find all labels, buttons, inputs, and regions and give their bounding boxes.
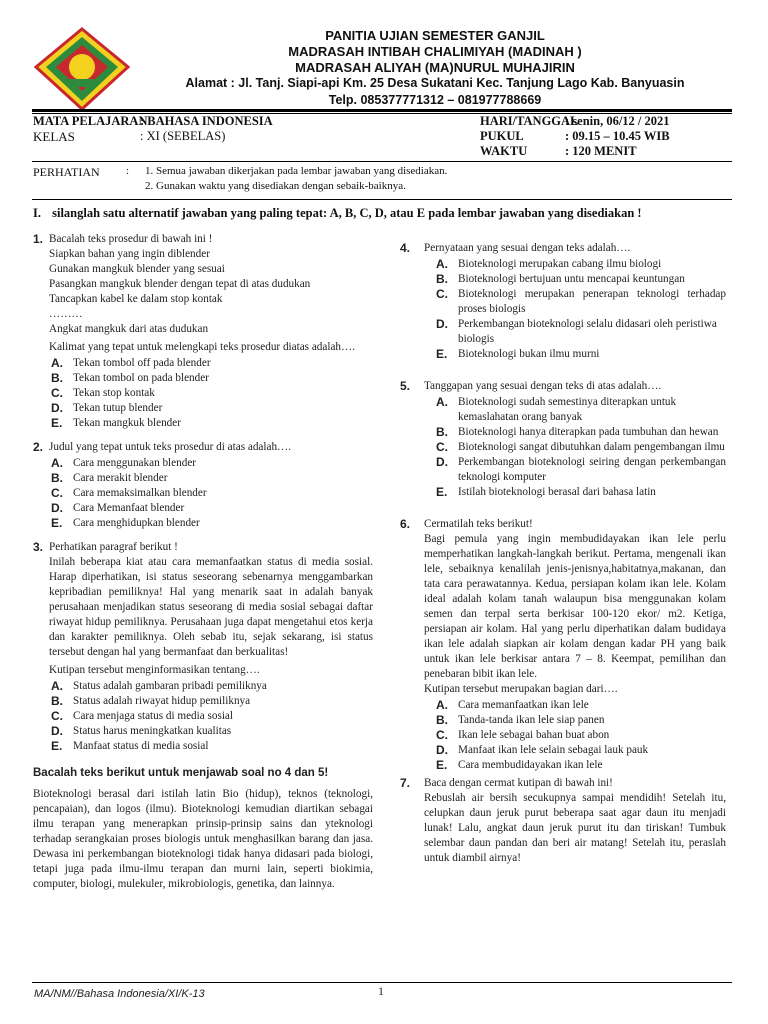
q3-paragraph: Inilah beberapa kiat atau cara memanfaatkan status di media sosial. Harap diperhatikan, isi status seseorang sebenarnya menggambarkan kepribadian pemiliknya! Hal yang menarik saat in adalah banyak perusahaan menjadikan status seseorang di media sosial sebagai daftar riwayat hidup pemiliknya. Perusahaan juga dapat mengetahui etos kerja dan karakter pemiliknya. Oleh sebab itu, sejak sekarang, isi status tersebut dengan hal yang bermanfaat dan berkualitas! [49, 556, 373, 658]
option-letter: A. [436, 395, 448, 409]
option-letter: E. [436, 758, 448, 772]
option-e[interactable] [51, 416, 373, 431]
option-text: Tekan stop kontak [73, 387, 155, 399]
option-letter: B. [436, 713, 448, 727]
option-letter: C. [436, 440, 448, 454]
q2-question: Judul yang tepat untuk teks prosedur di atas adalah…. [49, 441, 292, 453]
option-letter: C. [51, 709, 63, 723]
option-text: Bioteknologi bertujuan untu mencapai keuntungan [458, 273, 685, 285]
option-letter: D. [51, 724, 63, 738]
q1-line: Bacalah teks prosedur di bawah ini ! [49, 233, 213, 245]
option-e[interactable] [51, 516, 373, 531]
notice-divider [32, 199, 732, 200]
option-letter: D. [436, 743, 448, 757]
option-b[interactable] [51, 694, 373, 709]
option-letter: D. [436, 455, 448, 469]
option-letter: A. [51, 356, 63, 370]
option-text: Cara menghidupkan blender [73, 517, 200, 529]
q1-line: Siapkan bahan yang ingin diblender [49, 248, 210, 260]
question-3 [33, 540, 373, 754]
option-c[interactable] [51, 709, 373, 724]
option-text: Bioteknologi sangat dibutuhkan dalam pengembangan ilmu [458, 441, 725, 453]
option-e[interactable] [436, 485, 726, 500]
option-letter: B. [51, 371, 63, 385]
option-d[interactable] [436, 455, 726, 485]
question-number: 4. [400, 241, 411, 255]
option-text: Tekan tutup blender [73, 402, 163, 414]
option-letter: A. [436, 257, 448, 271]
option-text: Tekan tombol off pada blender [73, 357, 211, 369]
subject-label: MATA PELAJARAN [33, 114, 148, 128]
option-text: Bioteknologi merupakan penerapan teknologi terhadap proses biologis [458, 288, 726, 315]
option-letter: D. [51, 401, 63, 415]
q6-intro: Cermatilah teks berikut! [424, 518, 533, 530]
option-letter: E. [436, 485, 448, 499]
reading-paragraph: Bioteknologi berasal dari istilah latin Bio (hidup), teknos (teknologi, pencapaian), dan logos (ilmu). Bioteknologi kemudian diartikan sebagai ilmu terapan yang menerapkan prinsip-prinsip sains dan yteknologi terhadap serangkaian proses biologis untuk menghasilkan barang dan jasa. Dewasa ini perkembangan bioteknologi tidak hanya didasari pada biologi, tetapi juga pada ilmu-ilmu terapan dan murni lain, seperti biokimia, computer, biologi, mulekuler, mikrobiologis, genetika, dan lainnya. [33, 788, 373, 890]
option-text: Istilah bioteknologi berasal dari bahasa latin [458, 486, 656, 498]
option-a[interactable] [51, 679, 373, 694]
question-7 [400, 776, 726, 866]
header-line-2: MADRASAH INTIBAH CHALIMIYAH (MADINAH ) [288, 44, 582, 59]
option-a[interactable] [436, 395, 726, 425]
option-c[interactable] [436, 287, 726, 317]
option-a[interactable] [436, 257, 726, 272]
option-b[interactable] [51, 471, 373, 486]
question-number: 1. [33, 232, 44, 246]
left-column [33, 232, 373, 892]
subject-value: : BAHASA INDONESIA [140, 114, 273, 128]
option-text: Tekan tombol on pada blender [73, 372, 209, 384]
q3-question: Kutipan tersebut menginformasikan tentang…. [49, 664, 260, 676]
question-number: 6. [400, 517, 411, 531]
option-letter: C. [436, 728, 448, 742]
q1-line: Pasangkan mangkuk blender dengan tepat di atas dudukan [49, 278, 311, 290]
option-e[interactable] [436, 758, 726, 773]
option-c[interactable] [436, 728, 726, 743]
date-value: : senin, 06/12 / 2021 [565, 114, 670, 128]
option-letter: E. [51, 516, 63, 530]
notice-colon: : [126, 165, 130, 177]
section-text: silanglah satu alternatif jawaban yang paling tepat: A, B, C, D, atau E pada lembar jawaban yang disediakan ! [52, 206, 642, 220]
class-value: : XI (SEBELAS) [140, 129, 226, 143]
right-column [400, 241, 726, 866]
option-letter: A. [51, 456, 63, 470]
duration-value: : 120 MENIT [565, 144, 637, 158]
option-text: Cara memaksimalkan blender [73, 487, 207, 499]
option-text: Status adalah gambaran pribadi pemiliknya [73, 680, 267, 692]
option-text: Tanda-tanda ikan lele siap panen [458, 714, 605, 726]
option-c[interactable] [51, 386, 373, 401]
option-text: Perkembangan bioteknologi selalu didasari oleh peristiwa biologis [458, 318, 717, 345]
question-5 [400, 379, 726, 500]
section-instruction [33, 206, 733, 221]
q7-paragraph: Rebuslah air bersih secukupnya sampai mendidih! Setelah itu, celupkan daun jeruk purut beberapa saat agar daun itu menjadi lunak! Lalu, angkat daun jeruk purut itu dan tiriskan! Tumbuk selembar daun pandan dan beri air matang! Setelah itu, peraslah untuk diambil airnya! [424, 792, 726, 864]
q7-intro: Baca dengan cermat kutipan di bawah ini! [424, 777, 613, 789]
option-c[interactable] [51, 486, 373, 501]
q1-question: Kalimat yang tepat untuk melengkapi teks prosedur diatas adalah…. [49, 341, 356, 353]
option-text: Perkembangan bioteknologi seiring dengan perkembangan teknologi komputer [458, 456, 726, 483]
q5-question: Tanggapan yang sesuai dengan teks di atas adalah…. [424, 380, 662, 392]
option-text: Bioteknologi sudah semestinya diterapkan untuk kemaslahatan orang banyak [458, 396, 677, 423]
time-value: : 09.15 – 10.45 WIB [565, 129, 670, 143]
option-text: Cara Memanfaat blender [73, 502, 185, 514]
option-a[interactable] [51, 456, 373, 471]
option-a[interactable] [51, 356, 373, 371]
q1-line: Angkat mangkuk dari atas dudukan [49, 323, 209, 335]
q3-intro: Perhatikan paragraf berikut ! [49, 541, 178, 553]
option-d[interactable] [51, 501, 373, 516]
q6-paragraph: Bagi pemula yang ingin membudidayakan ikan lele perlu memperhatikan langkah-langkah berikut. Pertama, mengenali ikan lele, sebaiknya kenalilah jenis-jenisnya,habitatnya,makanan, dan tata cara perawatannya. Kedua, persiapan kolam ikan lele. Kolam ideal adalah kolam tanah walaupun bisa menggunakan kolam semen dan terpal serta berkisar 100-120 ekor/ m2. Ketiga, persiapan air kolam. Hal yang perlu diperhatikan dalam budidaya ikan lele adalah siapkan air kolam dengan kadar PH yang baik untuk ikan lele berkisar antara 7 – 8. Keempat, pemilihan dan penebaran bibit ikan lele. [424, 533, 726, 680]
header-phone: Telp. 085377771312 – 081977788669 [328, 93, 542, 107]
date-label: HARI/TANGGAL [480, 114, 579, 128]
option-text: Cara memanfaatkan ikan lele [458, 699, 589, 711]
header-line-3: MADRASAH ALIYAH (MA)NURUL MUHAJIRIN [295, 60, 575, 75]
q3-options [51, 679, 373, 754]
q6-options [436, 698, 726, 773]
question-number: 5. [400, 379, 411, 393]
option-text: Ikan lele sebagai bahan buat abon [458, 729, 610, 741]
option-text: Cara membudidayakan ikan lele [458, 759, 603, 771]
option-text: Bioteknologi hanya diterapkan pada tumbuhan dan hewan [458, 426, 719, 438]
option-text: Manfaat status di media sosial [73, 740, 209, 752]
question-4 [400, 241, 726, 362]
q5-options [436, 395, 726, 500]
option-letter: B. [436, 272, 448, 286]
header-divider [32, 109, 732, 112]
question-number: 7. [400, 776, 411, 790]
notice-item-1: 1. Semua jawaban dikerjakan pada lembar jawaban yang disediakan. [145, 165, 448, 177]
option-letter: C. [436, 287, 448, 301]
section-number: I. [33, 206, 41, 220]
option-letter: D. [51, 501, 63, 515]
option-text: Bioteknologi merupakan cabang ilmu biologi [458, 258, 662, 270]
option-letter: B. [51, 471, 63, 485]
option-letter: C. [51, 386, 63, 400]
option-letter: E. [51, 739, 63, 753]
option-text: Cara merakit blender [73, 472, 168, 484]
option-letter: B. [51, 694, 63, 708]
option-b[interactable] [51, 371, 373, 386]
option-e[interactable] [51, 739, 373, 754]
notice-label: PERHATIAN [33, 165, 100, 179]
option-letter: B. [436, 425, 448, 439]
notice-item-2: 2. Gunakan waktu yang disediakan dengan sebaik-baiknya. [145, 180, 406, 192]
question-number: 3. [33, 540, 44, 554]
option-e[interactable] [436, 347, 726, 362]
q1-line: Gunakan mangkuk blender yang sesuai [49, 263, 225, 275]
q1-options [51, 356, 373, 431]
page-number: 1 [378, 984, 384, 998]
option-d[interactable] [436, 743, 726, 758]
question-1 [33, 232, 373, 431]
option-b[interactable] [436, 713, 726, 728]
option-b[interactable] [436, 272, 726, 287]
option-text: Bioteknologi bukan ilmu murni [458, 348, 600, 360]
footer-code: MA/NM//Bahasa Indonesia/XI/K-13 [34, 988, 205, 1000]
question-number: 2. [33, 440, 44, 454]
option-letter: C. [51, 486, 63, 500]
time-label: PUKUL [480, 129, 524, 143]
option-d[interactable] [51, 724, 373, 739]
reading-passage [33, 766, 373, 892]
reading-heading: Bacalah teks berikut untuk menjawab soal no 4 dan 5! [33, 767, 329, 779]
question-6 [400, 517, 726, 773]
option-letter: E. [51, 416, 63, 430]
q2-options [51, 456, 373, 531]
q1-line: ……… [49, 308, 83, 320]
header-address: Alamat : Jl. Tanj. Siapi-api Km. 25 Desa Sukatani Kec. Tanjung Lago Kab. Banyuasin [185, 76, 685, 90]
q4-options [436, 257, 726, 362]
class-label: KELAS [33, 129, 75, 144]
info-divider [32, 161, 732, 162]
option-text: Cara menggunakan blender [73, 457, 197, 469]
option-d[interactable] [436, 317, 726, 347]
q6-question: Kutipan tersebut merupakan bagian dari…. [424, 683, 618, 695]
option-c[interactable] [436, 440, 726, 455]
option-text: Status harus meningkatkan kualitas [73, 725, 232, 737]
option-text: Cara menjaga status di media sosial [73, 710, 234, 722]
question-2 [33, 440, 373, 531]
option-letter: A. [436, 698, 448, 712]
option-letter: E. [436, 347, 448, 361]
option-letter: A. [51, 679, 63, 693]
header-line-1: PANITIA UJIAN SEMESTER GANJIL [325, 28, 545, 43]
option-letter: D. [436, 317, 448, 331]
option-text: Tekan mangkuk blender [73, 417, 181, 429]
school-logo [34, 27, 130, 111]
q4-question: Pernyataan yang sesuai dengan teks adalah…. [424, 242, 631, 254]
duration-label: WAKTU [480, 144, 528, 158]
q1-line: Tancapkan kabel ke dalam stop kontak [49, 293, 223, 305]
option-text: Status adalah riwayat hidup pemiliknya [73, 695, 251, 707]
option-text: Manfaat ikan lele selain sebagai lauk pauk [458, 744, 649, 756]
footer-divider [32, 982, 732, 983]
option-a[interactable] [436, 698, 726, 713]
option-b[interactable] [436, 425, 726, 440]
option-d[interactable] [51, 401, 373, 416]
